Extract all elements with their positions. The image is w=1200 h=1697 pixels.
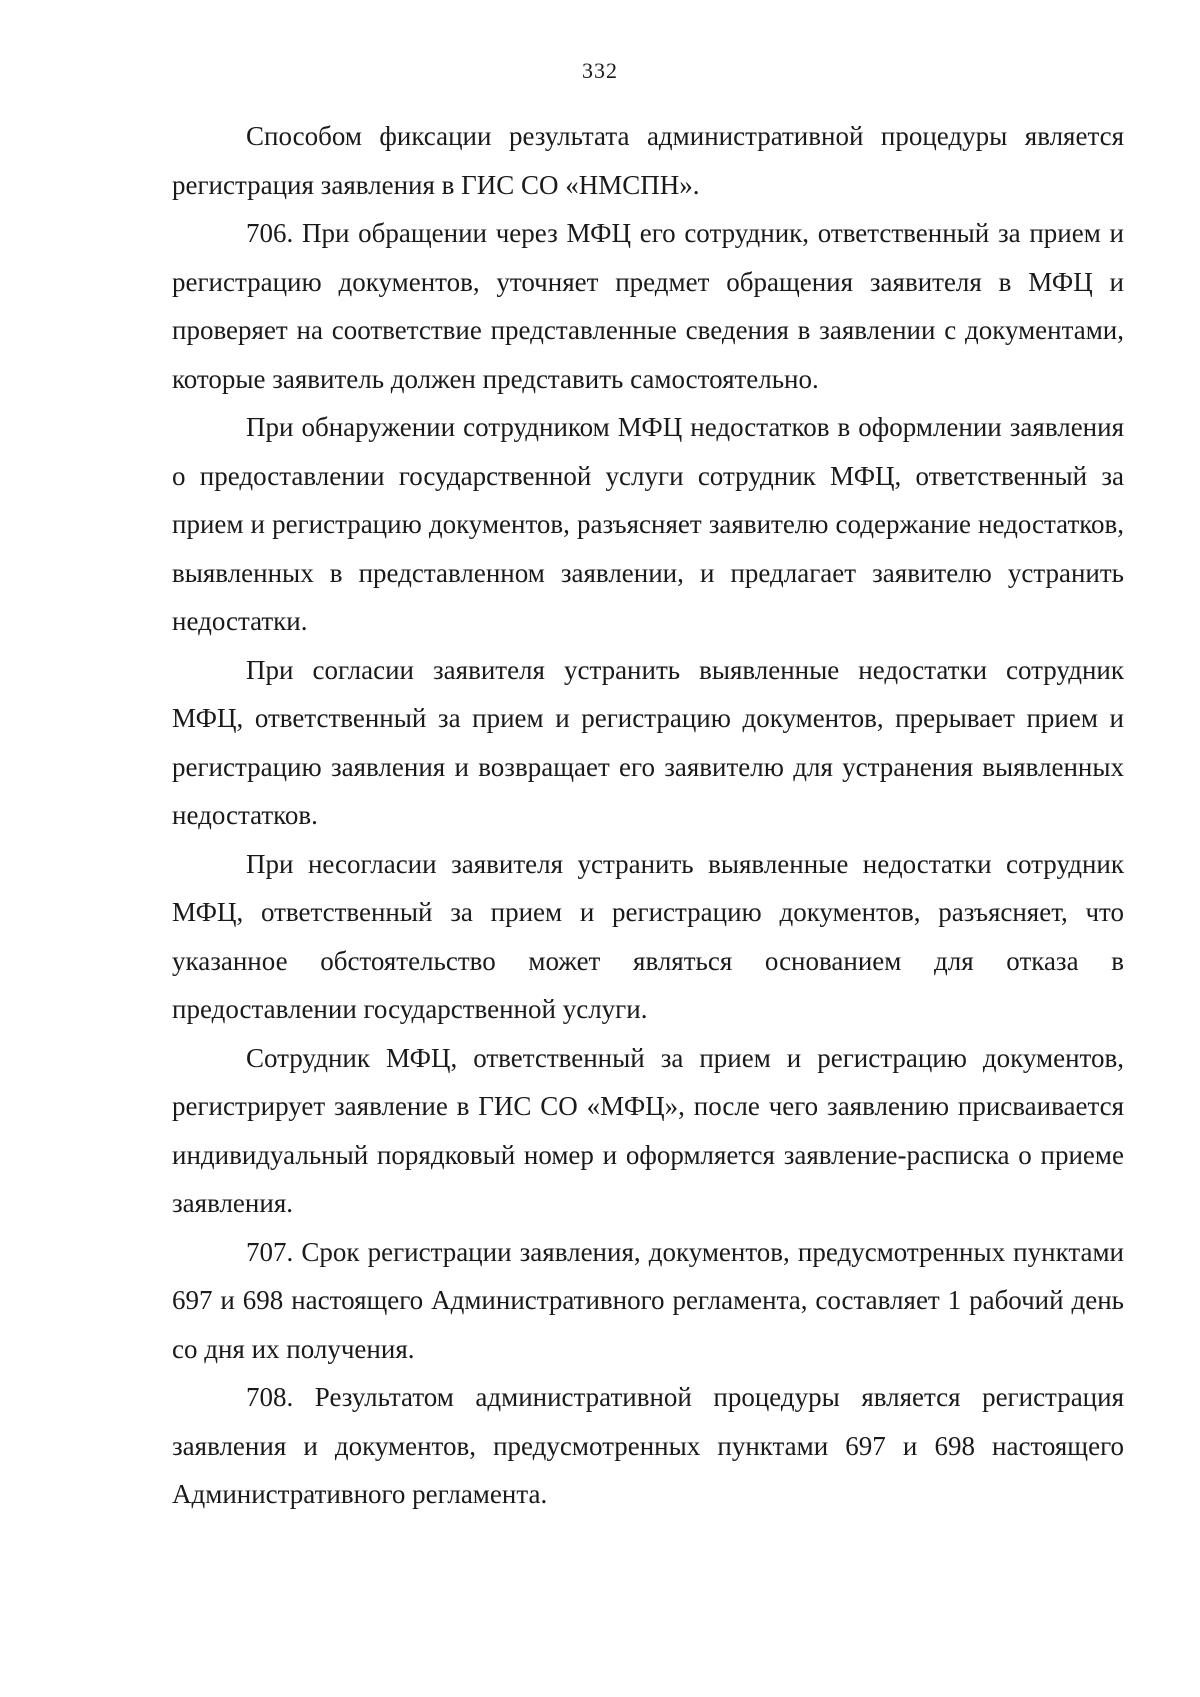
paragraph-deficiencies-found: При обнаружении сотрудником МФЦ недостатков в оформлении заявления о предоставлении государственной услуги сотрудник МФЦ, ответственный за прием и регистрацию документов, разъясняет заявителю содержание недостатков, выявленных в представленном заявлении, и предлагает заявителю устранить недостатки.	[172, 412, 1124, 636]
paragraph-applicant-agrees: При согласии заявителя устранить выявленные недостатки сотрудник МФЦ, ответственный за прием и регистрацию документов, прерывает прием и регистрацию заявления и возвращает его заявителю для устранения выявленных недостатков.	[172, 654, 1124, 830]
paragraph-applicant-disagrees: При несогласии заявителя устранить выявленные недостатки сотрудник МФЦ, ответственный за прием и регистрацию документов, разъясняет, что указанное обстоятельство может являться основанием для отказа в предоставлении государственной услуги.	[172, 848, 1124, 1024]
paragraph-registration: Сотрудник МФЦ, ответственный за прием и регистрацию документов, регистрирует заявление в ГИС СО «МФЦ», после чего заявлению присваивается индивидуальный порядковый номер и оформляется заявление-расписка о приеме заявления.	[172, 1042, 1124, 1218]
paragraph-706: 706. При обращении через МФЦ его сотрудник, ответственный за прием и регистрацию документов, уточняет предмет обращения заявителя в МФЦ и проверяет на соответствие представленные сведения в заявлении с документами, которые заявитель должен представить самостоятельно.	[172, 218, 1124, 394]
paragraph-708: 708. Результатом административной процедуры является регистрация заявления и документов, предусмотренных пунктами 697 и 698 настоящего Административного регламента.	[172, 1382, 1124, 1509]
document-body	[172, 112, 1124, 1519]
page-number: 332	[582, 58, 618, 83]
paragraph-707: 707. Срок регистрации заявления, документов, предусмотренных пунктами 697 и 698 настоящего Административного регламента, составляет 1 рабочий день со дня их получения.	[172, 1236, 1124, 1364]
paragraph-fixation-method: Способом фиксации результата административной процедуры является регистрация заявления в ГИС СО «НМСПН».	[172, 121, 1124, 200]
